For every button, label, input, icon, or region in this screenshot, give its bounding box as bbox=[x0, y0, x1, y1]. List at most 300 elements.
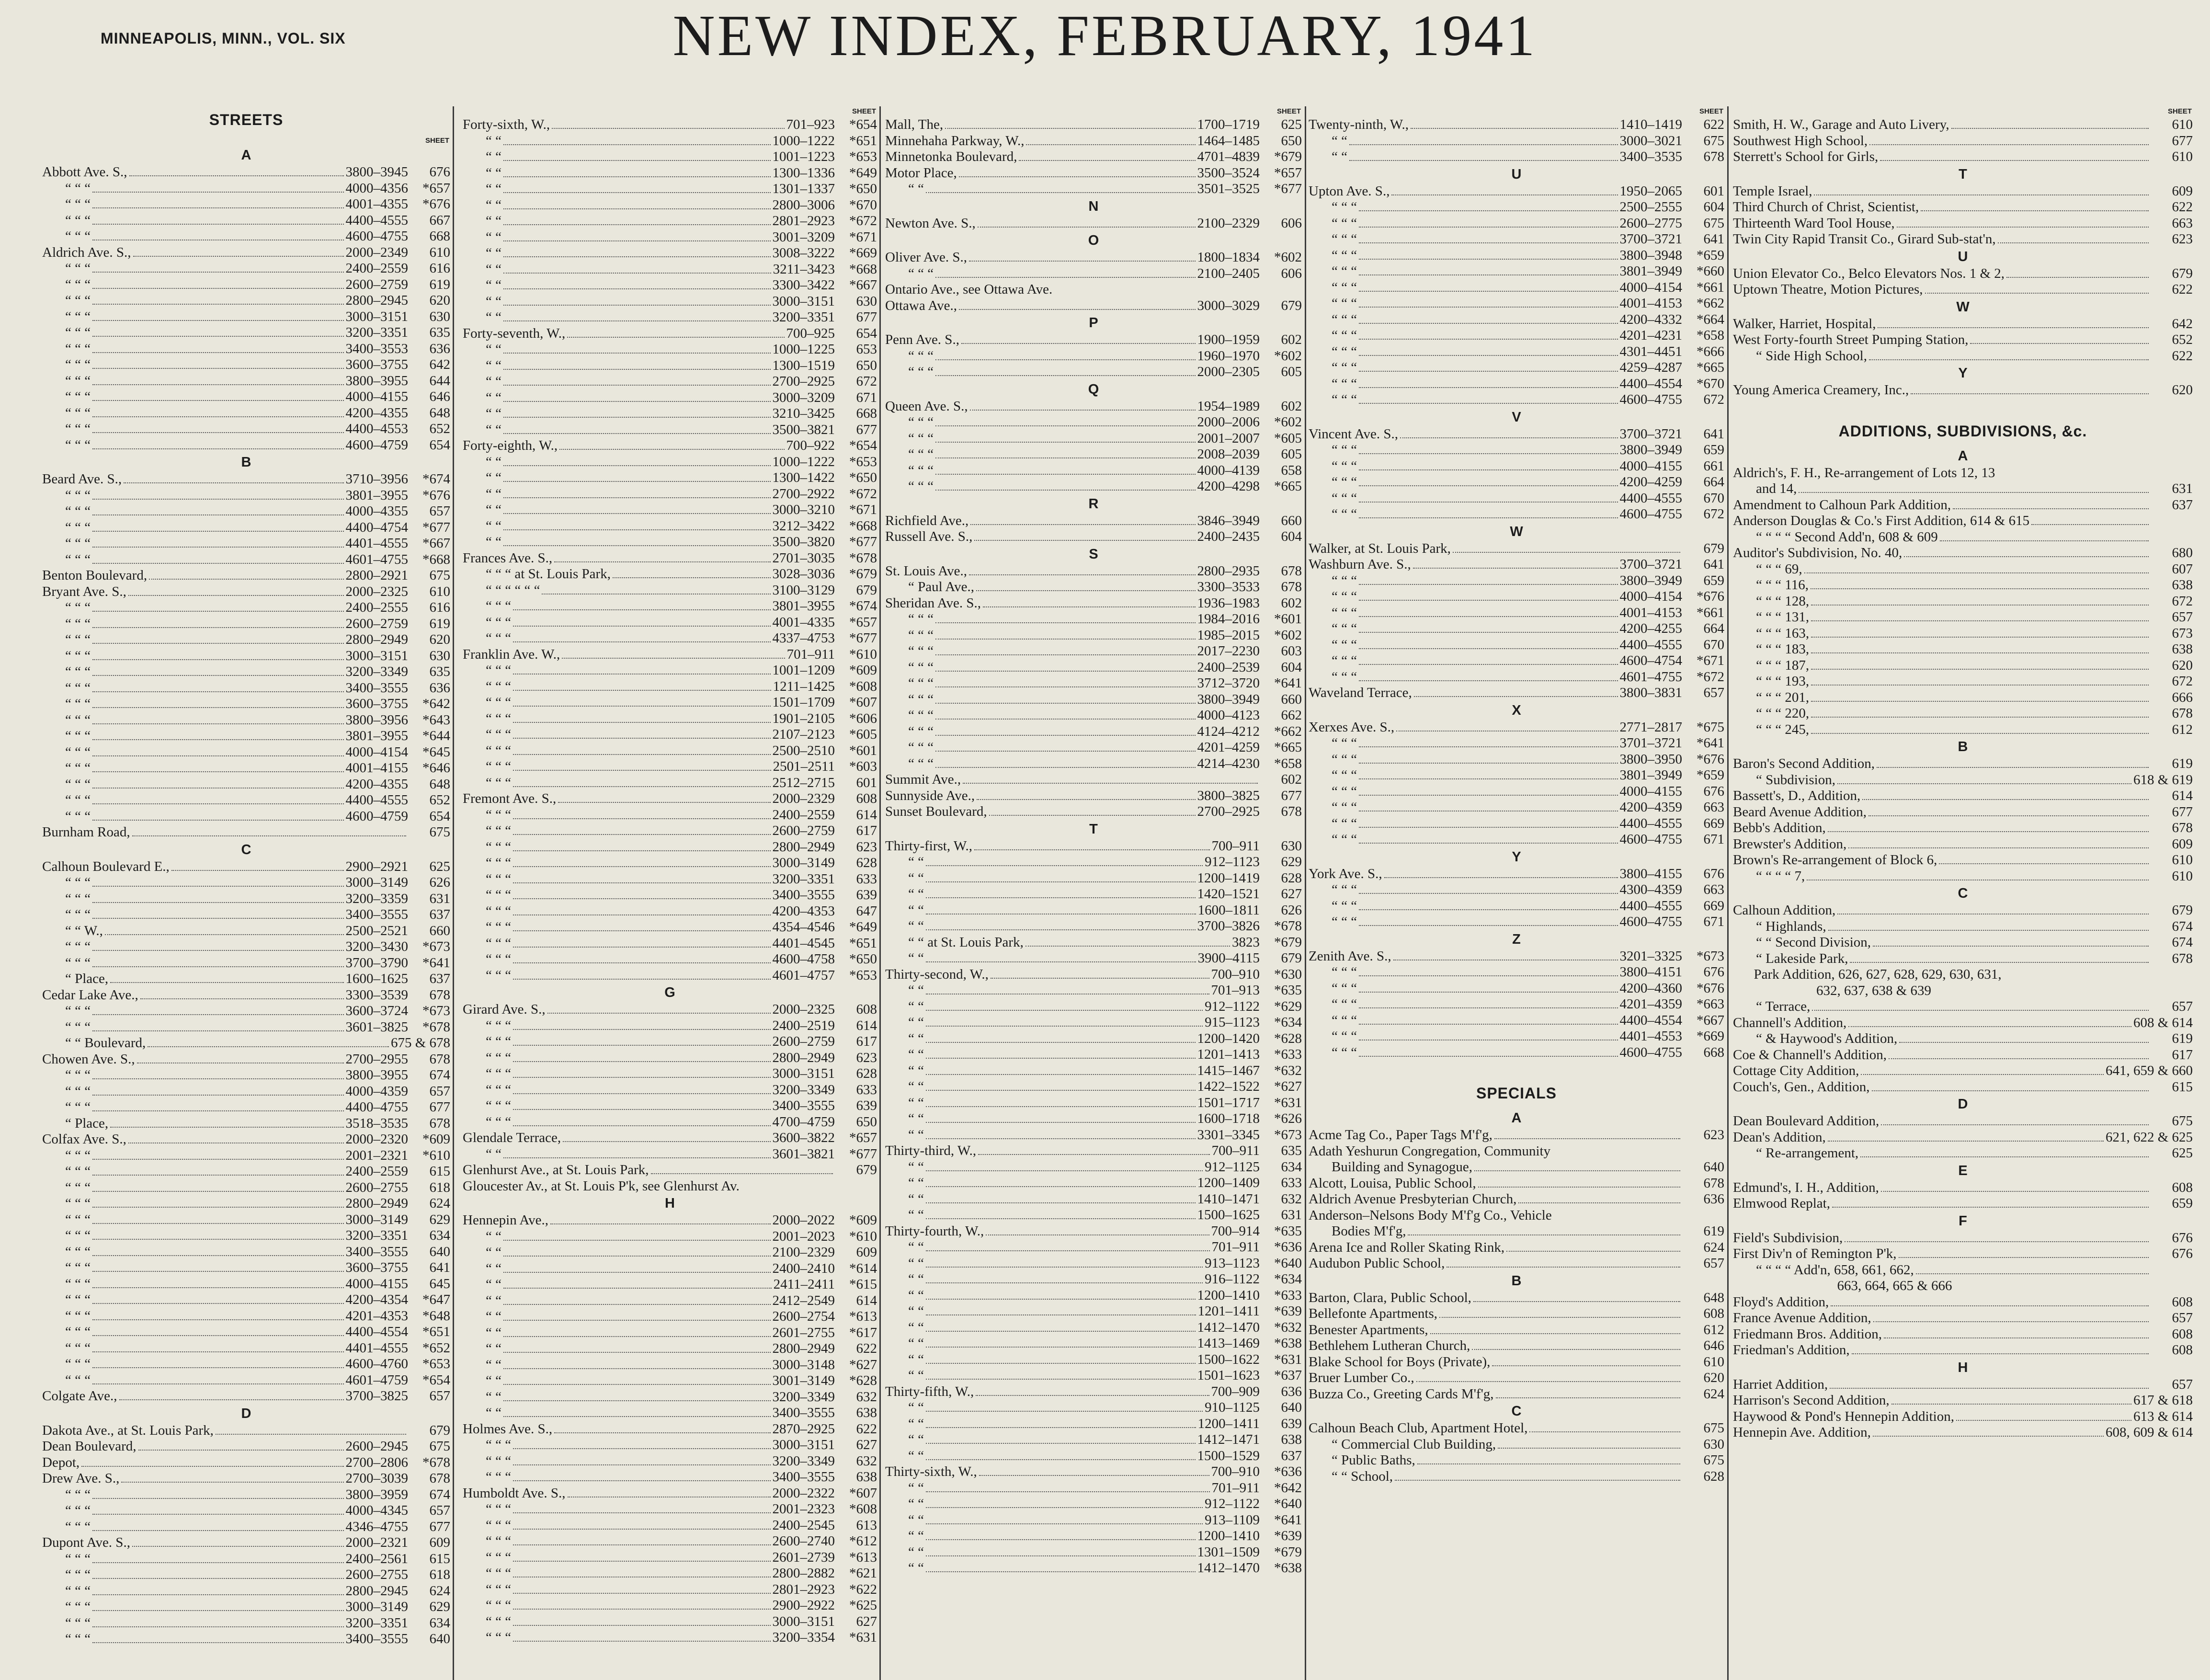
entry-sheet: 628 bbox=[856, 1066, 877, 1081]
entry-name: “ “ “ bbox=[1332, 980, 1357, 996]
entry-range: 1301–1509 bbox=[1197, 1544, 1260, 1560]
index-entry bbox=[885, 675, 1302, 692]
leader-dots bbox=[1496, 1397, 1680, 1398]
leader-dots bbox=[1359, 648, 1618, 649]
entry-sheet: *679 bbox=[849, 566, 877, 582]
leader-dots bbox=[92, 352, 343, 353]
entry-sheet: 657 bbox=[429, 1083, 450, 1099]
entry-range: 4001–4153 bbox=[1619, 605, 1682, 620]
index-entry bbox=[885, 983, 1302, 999]
entry-sheet: 663 bbox=[2172, 215, 2193, 231]
entry-name: “ “ bbox=[486, 1146, 501, 1162]
entry-name: “ “ “ bbox=[65, 1244, 91, 1259]
index-entry bbox=[42, 471, 450, 488]
leader-dots bbox=[1506, 1251, 1680, 1252]
entry-range: 701–913 bbox=[1211, 983, 1260, 998]
index-entry bbox=[463, 871, 877, 888]
entry-name: “ “ bbox=[908, 1319, 924, 1335]
letter-heading: B bbox=[1511, 1273, 1522, 1289]
index-entry bbox=[1733, 999, 2193, 1015]
entry-range: 3100–3129 bbox=[772, 582, 835, 598]
index-entry bbox=[463, 791, 877, 807]
leader-dots bbox=[1359, 616, 1618, 617]
index-entry bbox=[1733, 903, 2193, 919]
letter-heading: R bbox=[1088, 496, 1099, 512]
index-entry bbox=[463, 1550, 877, 1566]
entry-name: “ “ bbox=[486, 1405, 501, 1420]
entry-sheet: *671 bbox=[849, 502, 877, 517]
leader-dots bbox=[935, 622, 1195, 623]
entry-range: 2500–2555 bbox=[1619, 199, 1682, 215]
leader-dots bbox=[92, 432, 343, 433]
entry-sheet: 678 bbox=[1281, 563, 1302, 579]
leader-dots bbox=[558, 802, 770, 803]
leader-dots bbox=[503, 1384, 771, 1385]
entry-range: 4200–4332 bbox=[1619, 311, 1682, 327]
column-divider bbox=[879, 106, 881, 1680]
entry-name: “ “ “ bbox=[65, 1179, 91, 1195]
leader-dots bbox=[92, 966, 343, 967]
index-entry bbox=[1309, 280, 1724, 296]
entry-name: “ “ “ bbox=[65, 955, 91, 971]
index-entry bbox=[42, 309, 450, 325]
index-entry bbox=[1309, 949, 1724, 965]
entry-sheet: *622 bbox=[849, 1581, 877, 1597]
entry-range: 3800–3950 bbox=[1619, 751, 1682, 767]
entry-name: Field's Subdivision, bbox=[1733, 1230, 1843, 1246]
leader-dots bbox=[1921, 210, 2149, 211]
index-entry bbox=[885, 446, 1302, 463]
page-title: NEW INDEX, FEBRUARY, 1941 bbox=[672, 3, 1538, 68]
index-entry bbox=[463, 229, 877, 246]
entry-name: “ “ bbox=[908, 1111, 924, 1126]
entry-name: Calhoun Beach Club, Apartment Hotel, bbox=[1309, 1420, 1528, 1436]
leader-dots bbox=[92, 1271, 343, 1272]
entry-range: 3200–3351 bbox=[345, 1228, 408, 1243]
entry-sheet: 676 bbox=[2172, 1246, 2193, 1261]
index-entry bbox=[885, 740, 1302, 756]
index-entry bbox=[463, 181, 877, 197]
leader-dots bbox=[1359, 909, 1618, 910]
leader-dots bbox=[503, 385, 771, 386]
entry-range: 4600–4760 bbox=[345, 1356, 408, 1371]
entry-sheet: *667 bbox=[849, 277, 877, 293]
entry-range: 3000–3149 bbox=[772, 855, 835, 870]
entry-range: 4000–4155 bbox=[1619, 783, 1682, 799]
entry-range: 4201–4259 bbox=[1197, 740, 1260, 755]
entry-range: 2600–2759 bbox=[772, 823, 835, 838]
entry-range: 4201–4359 bbox=[1619, 996, 1682, 1012]
leader-dots bbox=[1359, 893, 1618, 894]
entry-range: 701–923 bbox=[786, 117, 835, 132]
index-entry bbox=[885, 772, 1302, 788]
entry-sheet: *641 bbox=[1274, 675, 1302, 691]
entry-name: “ “ “ bbox=[486, 1501, 512, 1517]
entry-range: 2601–2739 bbox=[772, 1549, 835, 1565]
entry-sheet: 623 bbox=[856, 1050, 877, 1065]
entry-sheet: 608 bbox=[856, 791, 877, 806]
entry-sheet: 601 bbox=[1703, 183, 1724, 199]
entry-name: “ “ bbox=[486, 342, 501, 357]
entry-name: “ “ “ bbox=[65, 1228, 91, 1243]
leader-dots bbox=[513, 866, 770, 867]
leader-dots bbox=[1881, 1191, 2149, 1192]
leader-dots bbox=[1474, 1170, 1680, 1171]
leader-dots bbox=[935, 686, 1195, 687]
entry-range: 3200–3351 bbox=[345, 325, 408, 340]
entry-sheet: 642 bbox=[429, 357, 450, 372]
leader-dots bbox=[970, 410, 1196, 411]
index-entry bbox=[1733, 919, 2193, 935]
entry-sheet: 613 & 614 bbox=[2133, 1408, 2193, 1424]
entry-sheet: 638 bbox=[2172, 577, 2193, 593]
index-entry bbox=[463, 679, 877, 695]
index-entry bbox=[885, 579, 1302, 595]
index-entry bbox=[1309, 199, 1724, 216]
index-entry bbox=[463, 534, 877, 550]
index-entry bbox=[1309, 1290, 1724, 1306]
leader-dots bbox=[110, 982, 343, 983]
entry-range: 4200–4353 bbox=[772, 903, 835, 919]
leader-dots bbox=[935, 490, 1195, 491]
index-entry bbox=[463, 1341, 877, 1357]
index-entry bbox=[1309, 589, 1724, 605]
entry-name: “ Side High School, bbox=[1756, 348, 1867, 364]
index-entry bbox=[42, 971, 450, 987]
index-entry bbox=[885, 149, 1302, 165]
entry-text: Gloucester Av., at St. Louis P'k, see Glenhurst Av. bbox=[463, 1178, 740, 1194]
index-entry bbox=[463, 502, 877, 518]
leader-dots bbox=[513, 626, 770, 627]
entry-sheet: *642 bbox=[422, 696, 450, 711]
leader-dots bbox=[92, 1191, 343, 1192]
index-entry bbox=[1733, 183, 2193, 200]
entry-sheet: *676 bbox=[1697, 751, 1724, 767]
leader-dots bbox=[503, 288, 771, 289]
entry-sheet: *614 bbox=[849, 1260, 877, 1276]
entry-sheet: 616 bbox=[429, 261, 450, 276]
leader-dots bbox=[935, 277, 1195, 278]
index-entry bbox=[885, 1528, 1302, 1544]
entry-sheet: 632 bbox=[856, 1453, 877, 1469]
entry-sheet: 679 bbox=[1281, 950, 1302, 966]
index-entry bbox=[1309, 392, 1724, 408]
index-entry bbox=[1733, 266, 2193, 282]
entry-name: “ “ bbox=[908, 1432, 924, 1447]
index-column-5 bbox=[1733, 106, 2193, 1441]
entry-sheet: *627 bbox=[1274, 1079, 1302, 1094]
index-entry bbox=[463, 1421, 877, 1438]
entry-name: “ “ “ bbox=[65, 696, 91, 711]
entry-sheet: *628 bbox=[1274, 1030, 1302, 1046]
index-entry bbox=[42, 859, 450, 875]
index-entry bbox=[885, 1159, 1302, 1176]
leader-dots bbox=[92, 192, 343, 193]
leader-dots bbox=[926, 1507, 1203, 1508]
entry-range: 4200–4298 bbox=[1197, 479, 1260, 494]
letter-heading: Y bbox=[1512, 849, 1521, 865]
entry-sheet: 678 bbox=[1281, 804, 1302, 819]
entry-sheet: 618 & 619 bbox=[2133, 772, 2193, 788]
entry-sheet: 637 bbox=[1281, 1448, 1302, 1463]
index-entry bbox=[1309, 1159, 1724, 1176]
entry-name: “ “ “ bbox=[65, 1615, 91, 1631]
index-entry bbox=[885, 870, 1302, 887]
leader-dots bbox=[1884, 1337, 2149, 1338]
entry-range: 4401–4545 bbox=[772, 935, 835, 951]
index-entry bbox=[463, 342, 877, 358]
leader-dots bbox=[1845, 1241, 2149, 1242]
entry-range: 3801–3955 bbox=[345, 728, 408, 743]
leader-dots bbox=[92, 755, 343, 756]
entry-sheet: 625 bbox=[429, 858, 450, 874]
entry-range: 3800–3948 bbox=[1619, 247, 1682, 263]
entry-sheet: 624 bbox=[429, 1583, 450, 1599]
index-entry bbox=[1309, 474, 1724, 491]
leader-dots bbox=[503, 1320, 771, 1321]
entry-name: “ “ bbox=[908, 1255, 924, 1271]
leader-dots bbox=[92, 1030, 343, 1031]
index-entry bbox=[1309, 360, 1724, 376]
entry-name: “ Place, bbox=[65, 1115, 109, 1131]
entry-sheet: 638 bbox=[1281, 1432, 1302, 1447]
index-note bbox=[1733, 967, 2193, 983]
leader-dots bbox=[1359, 339, 1618, 340]
leader-dots bbox=[1411, 128, 1618, 129]
leader-dots bbox=[92, 304, 343, 305]
entry-range: 3001–3149 bbox=[772, 1373, 835, 1388]
index-entry bbox=[885, 788, 1302, 804]
index-entry bbox=[42, 1164, 450, 1180]
entry-sheet: 675 bbox=[429, 568, 450, 583]
entry-sheet: 616 bbox=[429, 600, 450, 615]
entry-name: Bebb's Addition, bbox=[1733, 820, 1826, 835]
leader-dots bbox=[148, 1046, 389, 1047]
leader-dots bbox=[513, 1625, 770, 1626]
leader-dots bbox=[513, 754, 770, 755]
leader-dots bbox=[92, 1562, 343, 1563]
entry-name: Walker, at St. Louis Park, bbox=[1309, 540, 1451, 556]
index-entry bbox=[885, 1416, 1302, 1432]
entry-text: Aldrich's, F. H., Re-arrangement of Lots 12, 13 bbox=[1733, 465, 1995, 480]
leader-dots bbox=[1349, 144, 1618, 145]
entry-name: “ “ “ bbox=[1332, 589, 1357, 604]
entry-range: 4124–4212 bbox=[1197, 723, 1260, 739]
index-entry bbox=[1309, 637, 1724, 653]
leader-dots bbox=[92, 1207, 343, 1208]
index-entry bbox=[463, 630, 877, 647]
entry-sheet: *659 bbox=[1697, 767, 1724, 783]
entry-name: “ “ “ bbox=[1332, 898, 1357, 914]
index-entry bbox=[463, 951, 877, 968]
entry-sheet: *634 bbox=[1274, 1015, 1302, 1030]
leader-dots bbox=[926, 1250, 1210, 1251]
index-note bbox=[885, 282, 1302, 298]
entry-range: 2000–2320 bbox=[345, 1131, 408, 1147]
leader-dots bbox=[513, 834, 770, 835]
entry-sheet: 608 bbox=[1703, 1306, 1724, 1321]
entry-range: 1501–1717 bbox=[1197, 1095, 1260, 1110]
leader-dots bbox=[1869, 144, 2149, 145]
entry-sheet: 668 bbox=[429, 229, 450, 244]
entry-sheet: *610 bbox=[849, 646, 877, 662]
index-entry bbox=[885, 513, 1302, 529]
entry-name: “ “ “ bbox=[486, 1613, 512, 1629]
entry-name: “ “ “ bbox=[486, 1469, 512, 1485]
spacer bbox=[1733, 399, 2193, 418]
index-entry bbox=[463, 1309, 877, 1325]
index-entry bbox=[463, 1614, 877, 1630]
index-entry bbox=[463, 566, 877, 583]
index-entry bbox=[463, 262, 877, 278]
index-entry bbox=[42, 245, 450, 261]
leader-dots bbox=[970, 524, 1195, 525]
index-column-2 bbox=[463, 106, 877, 1646]
index-entry bbox=[42, 1084, 450, 1100]
entry-sheet: 604 bbox=[1703, 199, 1724, 215]
leader-dots bbox=[1384, 877, 1618, 878]
entry-range: 1420–1521 bbox=[1197, 886, 1260, 902]
entry-range: 4600–4758 bbox=[772, 951, 835, 967]
entry-name: “ “ “ bbox=[486, 1017, 512, 1033]
entry-name: “ “ “ bbox=[1332, 914, 1357, 929]
entry-range: 700–911 bbox=[1211, 1143, 1260, 1158]
leader-dots bbox=[1925, 293, 2149, 294]
entry-range: 3212–3422 bbox=[772, 518, 835, 534]
entry-name: “ “ bbox=[908, 1095, 924, 1110]
entry-sheet: *668 bbox=[849, 261, 877, 277]
entry-sheet: 672 bbox=[856, 374, 877, 389]
index-entry bbox=[1309, 231, 1724, 248]
entry-name: “ “ “ bbox=[65, 1583, 91, 1599]
entry-name: “ “ “ bbox=[65, 616, 91, 631]
entry-sheet: 654 bbox=[429, 808, 450, 824]
entry-range: 1500–1529 bbox=[1197, 1448, 1260, 1463]
leader-dots bbox=[1939, 863, 2149, 864]
entry-sheet: 653 bbox=[856, 342, 877, 357]
entry-name: “ “ “ bbox=[908, 723, 934, 739]
entry-range: 3700–3790 bbox=[345, 955, 408, 971]
entry-range: 915–1123 bbox=[1205, 1015, 1260, 1030]
leader-dots bbox=[1970, 343, 2149, 344]
leader-dots bbox=[1359, 975, 1618, 976]
letter-heading: A bbox=[241, 148, 251, 163]
entry-range: 3400–3555 bbox=[345, 1631, 408, 1646]
entry-name: “ “ “ bbox=[486, 1566, 512, 1581]
entry-name: “ “ “ bbox=[908, 430, 934, 446]
leader-dots bbox=[1472, 1349, 1680, 1350]
sheet-column-label: SHEET bbox=[2167, 107, 2192, 115]
leader-dots bbox=[92, 272, 343, 273]
column-divider bbox=[1305, 106, 1306, 1680]
index-entry bbox=[1733, 1015, 2193, 1031]
leader-dots bbox=[92, 627, 343, 628]
entry-range: 4200–4359 bbox=[1619, 800, 1682, 815]
entry-range: 3200–3354 bbox=[772, 1630, 835, 1645]
leader-dots bbox=[1359, 227, 1618, 228]
leader-dots bbox=[92, 611, 343, 612]
index-entry bbox=[1309, 248, 1724, 264]
letter-heading: A bbox=[1958, 448, 1968, 464]
index-entry bbox=[42, 648, 450, 664]
entry-name: Depot, bbox=[42, 1454, 80, 1470]
entry-sheet: 676 bbox=[1703, 964, 1724, 980]
index-entry bbox=[463, 1034, 877, 1050]
entry-name: “ “ “ bbox=[486, 743, 512, 758]
entry-sheet: 622 bbox=[1703, 117, 1724, 132]
entry-name: “ “ “ bbox=[908, 659, 934, 675]
leader-dots bbox=[935, 654, 1195, 655]
entry-sheet: 674 bbox=[2172, 918, 2193, 934]
entry-range: 3501–3525 bbox=[1197, 181, 1260, 196]
entry-name: “ “ “ bbox=[1332, 247, 1357, 263]
entry-name: “ “ “ bbox=[1332, 832, 1357, 847]
entry-range: 2000–2322 bbox=[772, 1485, 835, 1501]
entry-sheet: 620 bbox=[1703, 1370, 1724, 1385]
entry-range: 3800–3949 bbox=[1197, 691, 1260, 707]
entry-range: 3200–3430 bbox=[345, 939, 408, 954]
entry-range: 3000–3148 bbox=[772, 1357, 835, 1372]
entry-name: “ “ “ 116, bbox=[1756, 577, 1809, 593]
index-entry bbox=[885, 1320, 1302, 1336]
entry-sheet: *638 bbox=[1274, 1336, 1302, 1351]
leader-dots bbox=[926, 1299, 1196, 1300]
entry-name: “ “ “ bbox=[486, 1533, 512, 1549]
entry-sheet: 634 bbox=[429, 1228, 450, 1243]
entry-range: 4001–4155 bbox=[345, 760, 408, 776]
index-entry bbox=[1733, 594, 2193, 610]
entry-sheet: 675 bbox=[1703, 215, 1724, 231]
leader-dots bbox=[1391, 194, 1618, 195]
index-entry bbox=[885, 1480, 1302, 1497]
leader-dots bbox=[1359, 1056, 1618, 1057]
entry-sheet: *610 bbox=[422, 1147, 450, 1163]
entry-range: 1501–1623 bbox=[1197, 1368, 1260, 1383]
entry-sheet: 637 bbox=[2172, 497, 2193, 513]
entry-range: 2800–2921 bbox=[345, 568, 408, 583]
leader-dots bbox=[503, 1368, 771, 1369]
leader-dots bbox=[1430, 1333, 1680, 1334]
entry-range: 3800–3959 bbox=[345, 1486, 408, 1502]
entry-range: 1412–1470 bbox=[1197, 1319, 1260, 1335]
letter-heading: Q bbox=[1088, 381, 1099, 397]
leader-dots bbox=[1359, 403, 1618, 404]
entry-name: Twenty-ninth, W., bbox=[1309, 117, 1409, 132]
entry-sheet: *662 bbox=[1274, 723, 1302, 739]
entry-sheet: 650 bbox=[856, 357, 877, 373]
entry-sheet: 625 bbox=[1281, 117, 1302, 132]
entry-range: 916–1122 bbox=[1205, 1271, 1260, 1287]
entry-range: 1300–1336 bbox=[772, 165, 835, 181]
leader-dots bbox=[935, 735, 1195, 736]
index-entry bbox=[1309, 183, 1724, 200]
entry-name: “ “ “ bbox=[65, 1019, 91, 1035]
entry-name: Benton Boulevard, bbox=[42, 568, 148, 583]
entry-range: 4601–4759 bbox=[345, 1372, 408, 1388]
index-entry bbox=[463, 615, 877, 631]
entry-name: “ “ bbox=[908, 918, 924, 934]
index-entry bbox=[885, 1384, 1302, 1400]
entry-sheet: *625 bbox=[849, 1598, 877, 1613]
entry-range: 3001–3209 bbox=[772, 229, 835, 245]
entry-range: 3800–4155 bbox=[1619, 866, 1682, 881]
leader-dots bbox=[1998, 242, 2149, 243]
entry-sheet: 650 bbox=[856, 1114, 877, 1130]
entry-name: and 14, bbox=[1756, 481, 1797, 496]
index-entry bbox=[1733, 529, 2193, 546]
leader-dots bbox=[926, 1138, 1196, 1139]
sheet-column-label: SHEET bbox=[1276, 107, 1301, 115]
